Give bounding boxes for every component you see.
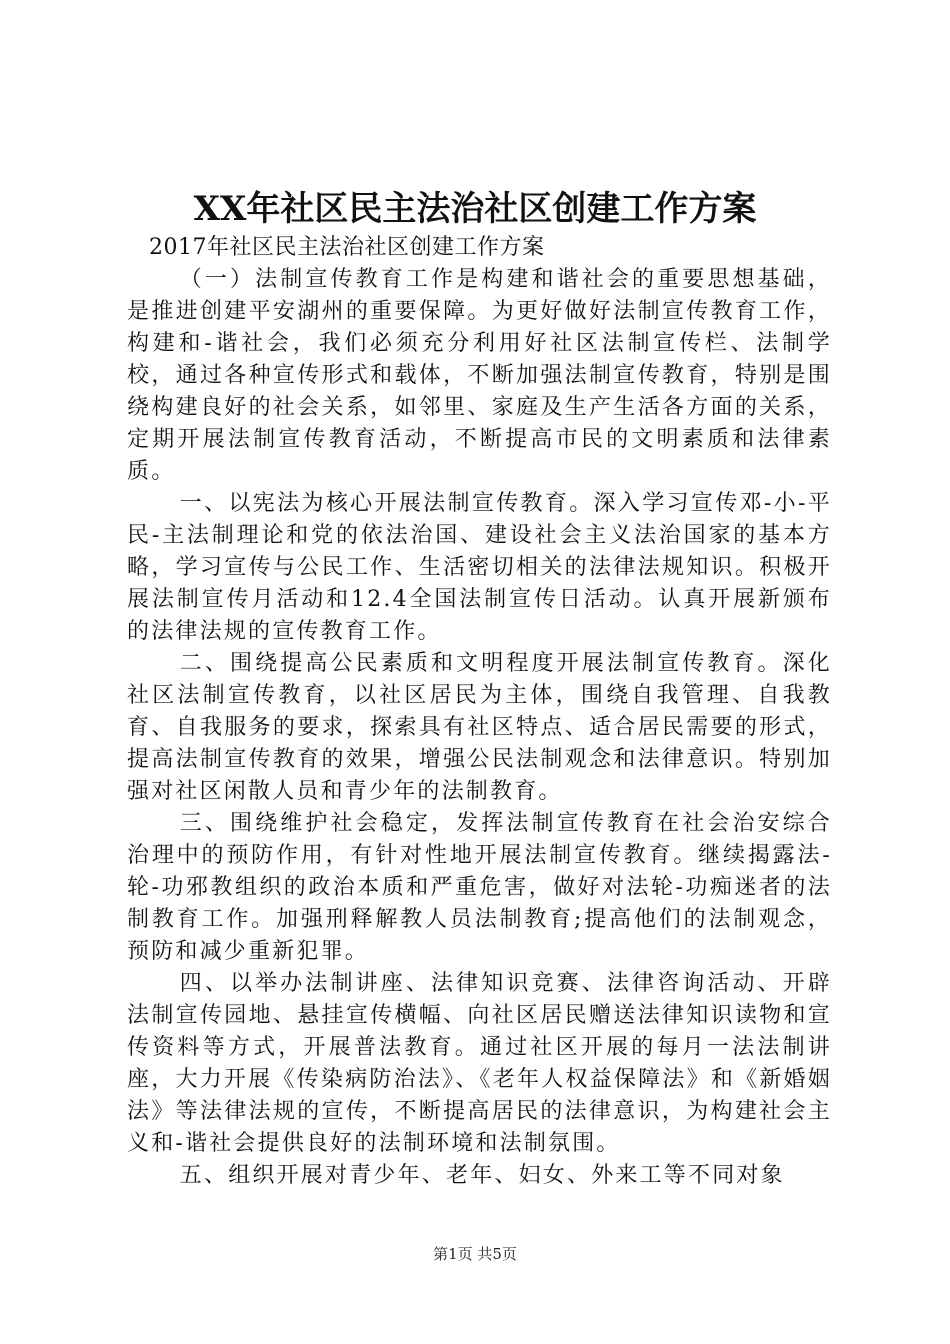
- paragraph-section-4: 四、以举办法制讲座、法律知识竞赛、法律咨询活动、开辟法制宣传园地、悬挂宣传横幅、向社区居民赠送法律知识读物和宣传资料等方式，开展普法教育。通过社区开展的每月一法法制讲座，大力开展《传染病防治法》、《老年人权益保障法》和《新婚姻法》等法律法规的宣传，不断提高居民的法律意识，为构建社会主义和-谐社会提供良好的法制环境和法制氛围。: [127, 971, 832, 1156]
- page-footer: 第1页 共5页: [433, 1245, 517, 1263]
- document-title: XX年社区民主法治社区创建工作方案: [193, 189, 757, 229]
- paragraph-section-1: 一、以宪法为核心开展法制宣传教育。深入学习宣传邓-小-平民-主法制理论和党的依法治国、建设社会主义法治国家的基本方略，学习宣传与公民工作、生活密切相关的法律法规知识。积极开展法制宣传月活动和12.4全国法制宣传日活动。认真开展新颁布的法律法规的宣传教育工作。: [127, 491, 832, 644]
- paragraph-section-2: 二、围绕提高公民素质和文明程度开展法制宣传教育。深化社区法制宣传教育，以社区居民为主体，围绕自我管理、自我教育、自我服务的要求，探索具有社区特点、适合居民需要的形式，提高法制宣传教育的效果，增强公民法制观念和法律意识。特别加强对社区闲散人员和青少年的法制教育。: [127, 651, 832, 804]
- paragraph-section-5: 五、组织开展对青少年、老年、妇女、外来工等不同对象: [179, 1163, 785, 1188]
- paragraph-intro: （一）法制宣传教育工作是构建和谐社会的重要思想基础，是推进创建平安湖州的重要保障。为更好做好法制宣传教育工作，构建和-谐社会，我们必须充分利用好社区法制宣传栏、法制学校，通过各种宣传形式和载体，不断加强法制宣传教育，特别是围绕构建良好的社会关系，如邻里、家庭及生产生活各方面的关系，定期开展法制宣传教育活动，不断提高市民的文明素质和法律素质。: [127, 267, 832, 484]
- document-subtitle: 2017年社区民主法治社区创建工作方案: [149, 235, 545, 260]
- document-body: [127, 232, 832, 1192]
- paragraph-section-3: 三、围绕维护社会稳定，发挥法制宣传教育在社会治安综合治理中的预防作用，有针对性地开展法制宣传教育。继续揭露法-轮-功邪教组织的政治本质和严重危害，做好对法轮-功痴迷者的法制教育工作。加强刑释解教人员法制教育;提高他们的法制观念，预防和减少重新犯罪。: [127, 811, 832, 964]
